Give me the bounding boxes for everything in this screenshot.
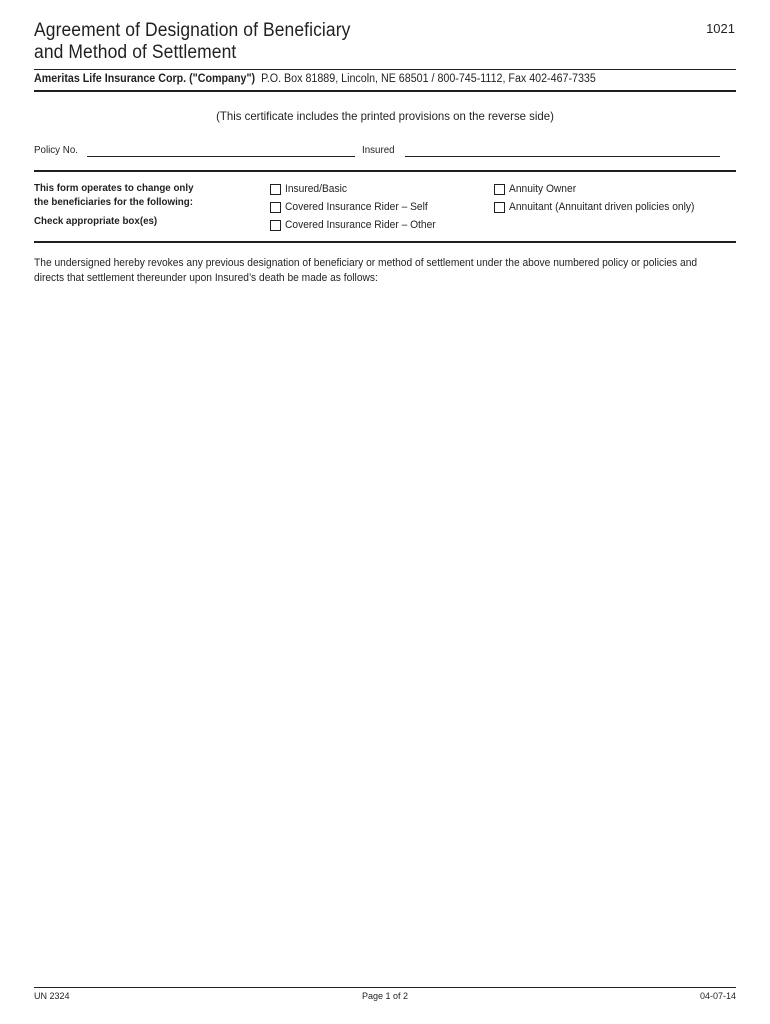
footer-page-number: Page 1 of 2 (361, 991, 409, 1001)
company-name: Ameritas Life Insurance Corp. ("Company") (34, 73, 256, 85)
insured-label: Insured (362, 144, 395, 156)
page-title (34, 20, 350, 64)
checkbox-label: Insured/Basic (285, 183, 347, 195)
divider (34, 241, 736, 243)
checkbox-insured-basic[interactable] (270, 183, 352, 195)
operates-line-1: This form operates to change only (34, 182, 194, 194)
footer-form-code: UN 2324 (34, 991, 70, 1001)
revocation-paragraph: The undersigned hereby revokes any previous designation of beneficiary or method of settlement under the above numbered policy or policies and directs that settlement thereunder upon Insured’s death be made as follows: (34, 257, 698, 284)
policy-number-field[interactable] (87, 156, 355, 157)
checkbox-rider-self[interactable] (270, 201, 438, 213)
divider (34, 69, 736, 70)
checkbox-label: Annuitant (Annuitant driven policies only) (509, 201, 695, 213)
certificate-note: (This certificate includes the printed provisions on the reverse side) (216, 109, 554, 123)
form-number: 1021 (706, 21, 735, 36)
company-address: P.O. Box 81889, Lincoln, NE 68501 / 800-745-1112, Fax 402-467-7335 (261, 73, 596, 85)
operates-line-2: the beneficiaries for the following: (34, 196, 193, 208)
checkbox-rider-other[interactable] (270, 219, 447, 231)
title-line-1: Agreement of Designation of Beneficiary (34, 20, 351, 41)
policy-number-label: Policy No. (34, 144, 78, 156)
title-line-2: and Method of Settlement (34, 42, 237, 63)
divider (34, 170, 736, 172)
checkbox-box[interactable] (270, 184, 281, 195)
checkbox-box[interactable] (494, 184, 505, 195)
company-info (34, 73, 596, 85)
checkbox-annuitant[interactable] (494, 201, 708, 213)
checkbox-box[interactable] (494, 202, 505, 213)
operates-instructions (34, 181, 194, 228)
footer-date: 04-07-14 (699, 991, 736, 1001)
insured-field[interactable] (405, 156, 720, 157)
checkbox-annuity-owner[interactable] (494, 183, 581, 195)
checkbox-label: Covered Insurance Rider – Other (285, 219, 436, 231)
check-instruction: Check appropriate box(es) (34, 215, 158, 227)
footer-divider (34, 987, 736, 988)
checkbox-box[interactable] (270, 202, 281, 213)
checkbox-label: Covered Insurance Rider – Self (285, 201, 428, 213)
checkbox-label: Annuity Owner (509, 183, 577, 195)
divider (34, 90, 736, 92)
checkbox-box[interactable] (270, 220, 281, 231)
